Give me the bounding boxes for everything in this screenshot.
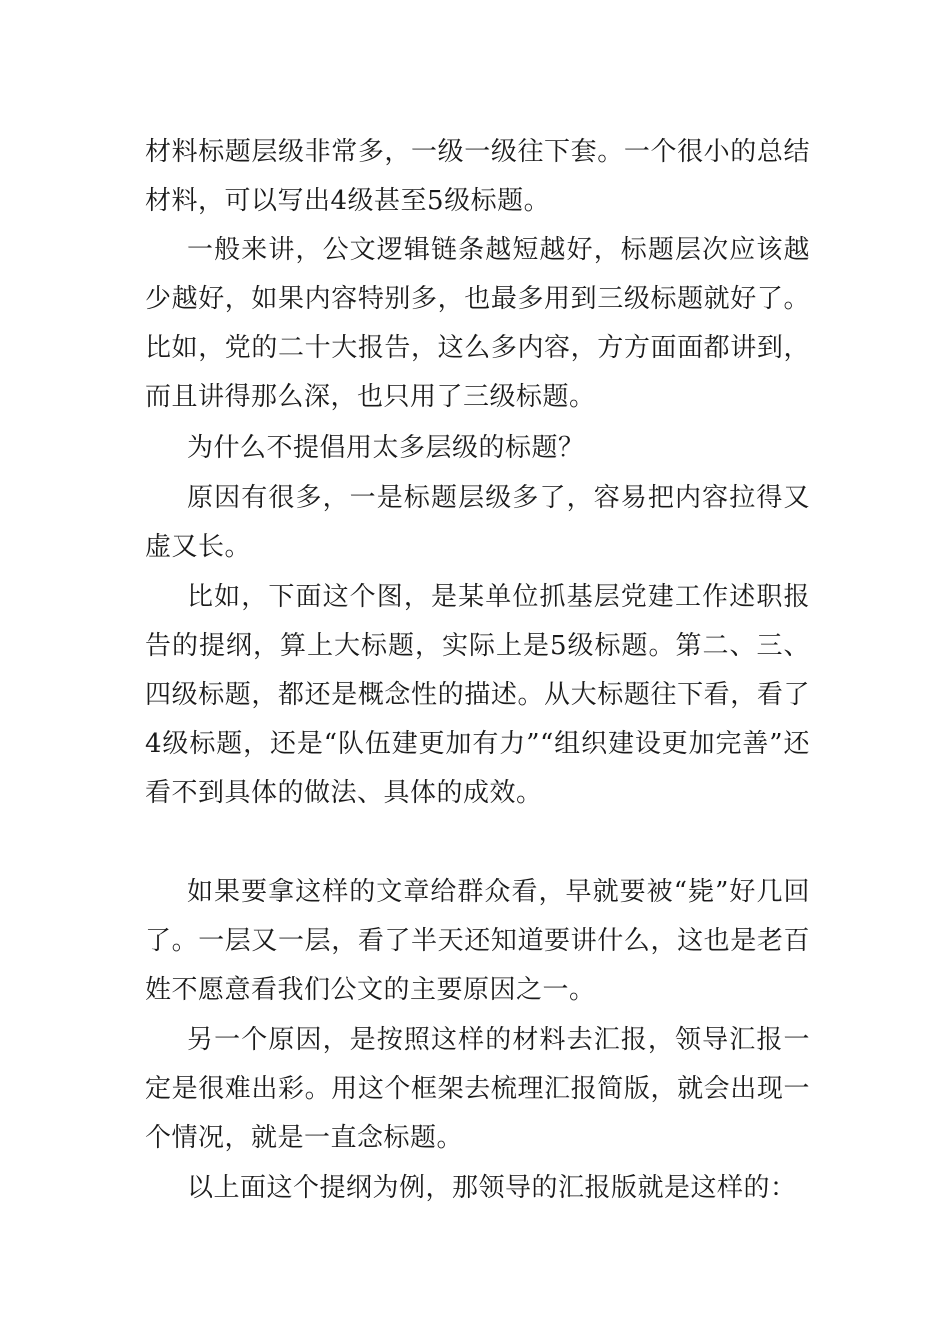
- paragraph-general-rule: 一般来讲，公文逻辑链条越短越好，标题层次应该越少越好，如果内容特别多，也最多用到三级标题就好了。比如，党的二十大报告，这么多内容，方方面面都讲到，而且讲得那么深，也只用了三级标题。: [145, 235, 810, 412]
- paragraph-title-levels: 材料标题层级非常多，一级一级往下套。一个很小的总结材料，可以写出4级甚至5级标题。: [145, 137, 810, 216]
- paragraph-outline-example: 以上面这个提纲为例，那领导的汇报版就是这样的：: [187, 1173, 797, 1203]
- paragraph-reason-one: 原因有很多，一是标题层级多了，容易把内容拉得又虚又长。: [145, 483, 810, 562]
- paragraph-public-reading: 如果要拿这样的文章给群众看，早就要被“毙”好几回了。一层又一层，看了半天还知道要讲什么，这也是老百姓不愿意看我们公文的主要原因之一。: [145, 877, 810, 1005]
- paragraph-example: 比如，下面这个图，是某单位抓基层党建工作述职报告的提纲，算上大标题，实际上是5级标题。第二、三、四级标题，都还是概念性的描述。从大标题往下看，看了4级标题，还是“队伍建更加有力”“组织建设更加完善”还看不到具体的做法、具体的成效。: [145, 582, 810, 808]
- paragraph-question: 为什么不提倡用太多层级的标题？: [187, 433, 585, 463]
- paragraph-reason-two: 另一个原因，是按照这样的材料去汇报，领导汇报一定是很难出彩。用这个框架去梳理汇报简版，就会出现一个情况，就是一直念标题。: [145, 1025, 810, 1153]
